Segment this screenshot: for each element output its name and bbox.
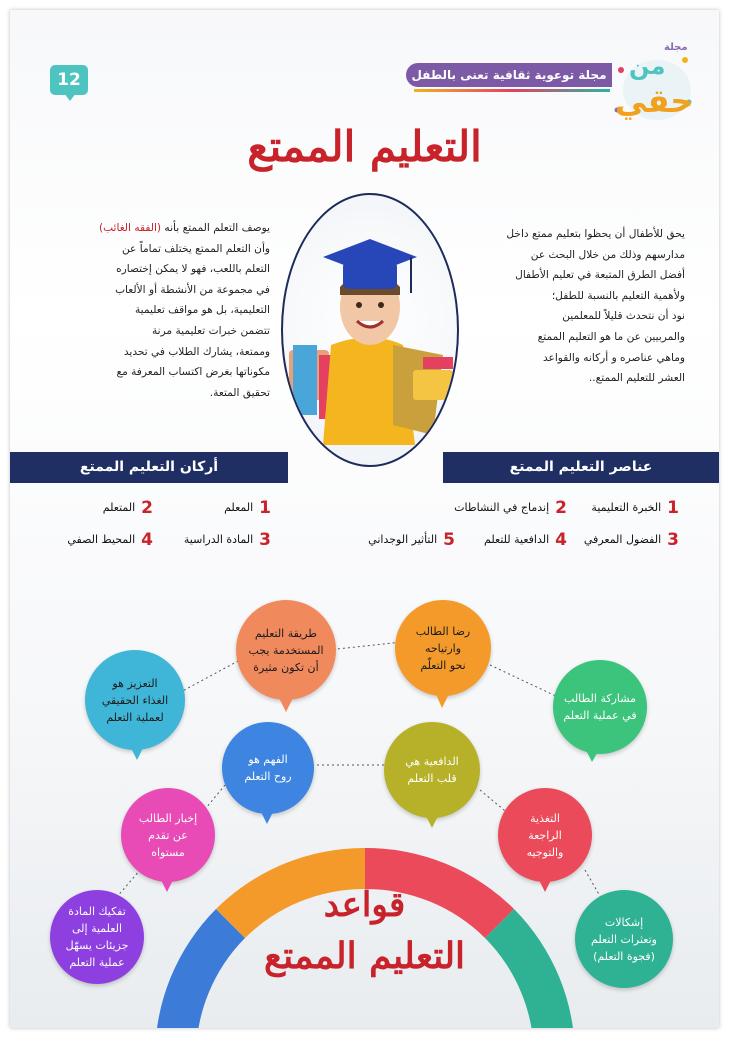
logo-small-text: مجلة (664, 42, 688, 53)
pillar-label: المتعلم (102, 501, 136, 514)
intro-right-line: يحق للأطفال أن يحظوا بتعليم ممتع داخل (506, 228, 685, 240)
element-number: 3 (667, 530, 679, 550)
intro-left-first-text: يوصف التعلم الممتع بأنه (161, 222, 270, 234)
rule-text: طريقة التعليم المستخدمة يجب أن تكون مثيرة (248, 626, 324, 674)
intro-left-line: التعليمية، بل هو مواقف تعليمية (135, 304, 270, 317)
page-number: 12 (50, 65, 88, 95)
rule-text: تفكيك المادة العلمية إلى جزيئات يسهّل عملية التعلم (65, 905, 129, 969)
pillar-label: المادة الدراسية (183, 533, 254, 546)
rules-title-line2: التعليم الممتع (263, 935, 466, 977)
intro-right-line: ولأهمية التعليم بالنسبة للطفل؛ (551, 289, 685, 302)
pillar-number: 3 (259, 530, 271, 550)
logo-min-text: من (629, 52, 666, 80)
element-number: 1 (667, 498, 679, 518)
element-number: 5 (443, 530, 455, 550)
elements-section-title: عناصر التعليم الممتع (443, 452, 719, 483)
pillar-label: المعلم (224, 501, 254, 514)
magazine-page (10, 10, 719, 1028)
element-label: إندماج في النشاطات (454, 501, 550, 514)
intro-left-line: التعلم باللعب، فهو لا يمكن إختصاره (116, 263, 270, 276)
pillar-number: 2 (141, 498, 153, 518)
element-label: التأثير الوجداني (368, 533, 438, 546)
rule-text: التعزيز هو الغذاء الحقيقي لعملية التعلم (101, 676, 169, 724)
page-title: التعليم الممتع (247, 122, 482, 171)
intro-left-highlight: (الفقه الغائب) (98, 222, 162, 234)
intro-right-line: أفضل الطرق المتبعة في تعليم الأطفال (515, 269, 685, 282)
pillar-number: 4 (141, 530, 153, 550)
intro-left-line: وأن التعلم الممتع يختلف تماماً عن (121, 242, 270, 255)
rule-text: إخبار الطالب عن تقدم مستواه (138, 811, 198, 859)
rules-title-line1: قواعد (323, 885, 406, 925)
rule-text: رضا الطالب وارتياحه نحو التعلّم (415, 624, 471, 672)
rule-text: إشكالات وتعثرات التعلم (فجوة التعلم) (591, 915, 657, 963)
rule-text: الدافعية هي قلب التعلم (405, 755, 459, 785)
element-number: 4 (555, 530, 567, 550)
pillars-section-title: أركان التعليم الممتع (10, 452, 288, 483)
intro-left-line: وممتعة، يشارك الطلاب في تحديد (123, 345, 270, 358)
intro-right-line: العشر للتعليم الممتع.. (588, 372, 685, 385)
intro-left-line: في مجموعة من الأنشطة أو الألعاب (115, 283, 270, 296)
logo-haqqi-text: حقي (615, 82, 694, 120)
rule-text: مشاركة الطالب في عملية التعلم (563, 692, 637, 722)
pillar-number: 1 (259, 498, 271, 518)
intro-right-line: نود أن نتحدث قليلاً للمعلمين (562, 310, 685, 323)
intro-left-line: تحقيق المتعة. (209, 386, 270, 399)
element-label: الدافعية للتعلم (484, 533, 550, 546)
pillar-label: المحيط الصفي (67, 533, 136, 546)
element-number: 2 (555, 498, 567, 518)
rule-text: الفهم هو روح التعلم (244, 753, 292, 783)
element-label: الفضول المعرفي (583, 533, 662, 546)
intro-left-line: مكوناتها بغرض اكتساب المعرفة مع (116, 366, 270, 379)
element-label: الخبرة التعليمية (591, 501, 662, 514)
header-subtitle-banner: مجلة توعوية ثقافية تعنى بالطفل (406, 63, 612, 87)
intro-right-line: والمربيين عن ما هو التعليم الممتع (537, 330, 685, 343)
intro-right-line: مدارسهم وذلك من خلال البحث عن (530, 248, 685, 261)
rule-text: التغذية الراجعة والتوجيه (526, 811, 564, 859)
intro-right-line: وماهي عناصره و أركانه والقواعد (542, 351, 685, 364)
intro-left-line: تتضمن خبرات تعليمية مرنة (151, 324, 270, 337)
